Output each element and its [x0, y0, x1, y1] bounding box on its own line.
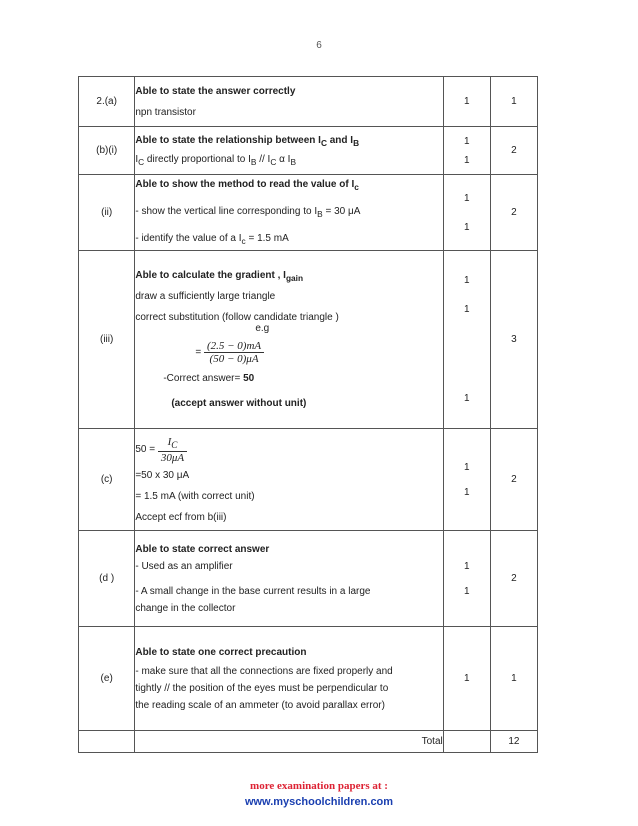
mark-cell — [443, 531, 490, 627]
question-number: (b)(i) — [79, 127, 135, 175]
table-row — [79, 251, 538, 429]
mark: 1 — [464, 135, 470, 147]
answer-line: - A small change in the base current results in a large — [135, 585, 371, 597]
answer-line: e.g — [255, 323, 270, 334]
subscript: B — [290, 156, 297, 167]
fraction-denominator: (50 − 0)μA — [209, 353, 259, 365]
equation — [135, 436, 442, 463]
total-mark-cell: 2 — [490, 175, 537, 251]
question-number: 2.(a) — [79, 77, 135, 127]
mark-cell — [443, 429, 490, 531]
answer-line: (accept answer without unit) — [171, 398, 307, 409]
answer-cell — [135, 77, 443, 127]
criterion-heading: Able to state correct answer — [135, 543, 270, 555]
heading-text: Able to calculate the gradient , I — [135, 270, 286, 281]
equation — [195, 340, 442, 365]
subscript: c — [241, 236, 246, 246]
total-mark-cell: 1 — [490, 627, 537, 731]
total-row — [79, 731, 538, 753]
empty-cell — [79, 731, 135, 753]
subscript: B — [353, 137, 360, 148]
mark: 1 — [464, 393, 470, 404]
subscript: B — [317, 209, 323, 219]
answer-text: directly proportional to I — [144, 153, 251, 165]
mark: 1 — [464, 585, 470, 597]
criterion-heading — [135, 135, 442, 148]
equation-text: 50 = — [135, 444, 156, 456]
empty-cell — [443, 731, 490, 753]
table-row — [79, 127, 538, 175]
total-mark-cell: 2 — [490, 429, 537, 531]
answer-line — [135, 154, 442, 167]
page-number: 6 — [316, 40, 322, 51]
mark: 1 — [464, 221, 470, 233]
answer-line: change in the collector — [135, 602, 236, 614]
subscript: B — [250, 156, 257, 167]
answer-line: = 1.5 mA (with correct unit) — [135, 490, 255, 502]
answer-line: draw a sufficiently large triangle — [135, 291, 276, 302]
question-number: (ii) — [79, 175, 135, 251]
subscript: c — [354, 182, 359, 192]
answer-cell — [135, 429, 443, 531]
table-row — [79, 531, 538, 627]
mark: 1 — [464, 486, 470, 498]
answer-cell — [135, 531, 443, 627]
answer-line: - make sure that all the connections are fixed properly and — [135, 665, 393, 677]
answer-line — [135, 233, 442, 246]
answer-text: = 1.5 mA — [245, 233, 289, 244]
subscript: C — [138, 156, 145, 167]
total-mark-cell: 1 — [490, 77, 537, 127]
subscript: gain — [285, 273, 304, 283]
mark-cell: 1 — [443, 627, 490, 731]
total-label: Total — [135, 731, 443, 753]
criterion-heading: Able to state the answer correctly — [135, 85, 296, 97]
fraction — [158, 436, 187, 463]
answer-text: = 30 μA — [322, 206, 361, 217]
total-mark-cell: 2 — [490, 127, 537, 175]
fraction-numerator: (2.5 − 0)mA — [204, 340, 264, 353]
criterion-heading — [135, 270, 442, 283]
heading-text: and I — [326, 134, 354, 146]
answer-text: // I — [256, 153, 271, 165]
mark: 1 — [464, 560, 470, 572]
table-row — [79, 627, 538, 731]
mark: 1 — [464, 192, 470, 204]
answer-text: α I — [276, 153, 291, 165]
answer-line: tightly // the position of the eyes must be perpendicular to — [135, 682, 389, 694]
question-number: (c) — [79, 429, 135, 531]
total-mark-cell: 2 — [490, 531, 537, 627]
fraction — [204, 340, 264, 365]
table-row — [79, 77, 538, 127]
heading-text: Able to show the method to read the value of I — [135, 179, 355, 190]
heading-text: Able to state the relationship between I — [135, 134, 321, 146]
mark-cell — [443, 251, 490, 429]
subscript: C — [320, 137, 327, 148]
footer-website-link[interactable]: www.myschoolchildren.com — [244, 796, 394, 808]
table-row — [79, 175, 538, 251]
answer-cell — [135, 175, 443, 251]
mark-cell — [443, 127, 490, 175]
answer-text: I — [135, 153, 139, 165]
numerator-text: I — [167, 436, 172, 449]
mark-cell: 1 — [443, 77, 490, 127]
criterion-heading — [135, 179, 442, 192]
answer-line — [163, 373, 442, 384]
answer-line: Accept ecf from b(iii) — [135, 511, 227, 523]
answer-cell — [135, 251, 443, 429]
answer-text: - identify the value of a I — [135, 233, 242, 244]
mark-cell — [443, 175, 490, 251]
mark: 1 — [464, 304, 470, 315]
answer-value: 50 — [243, 373, 255, 384]
mark: 1 — [464, 275, 470, 286]
answer-line: npn transistor — [135, 106, 196, 118]
total-mark-cell: 3 — [490, 251, 537, 429]
subscript: C — [270, 156, 277, 167]
criterion-heading: Able to state one correct precaution — [135, 646, 307, 658]
answer-line: =50 x 30 μA — [135, 469, 190, 481]
answer-line: the reading scale of an ammeter (to avoid parallax error) — [135, 699, 385, 711]
question-number: (e) — [79, 627, 135, 731]
answer-line: - Used as an amplifier — [135, 560, 233, 572]
equals-sign: = — [195, 347, 202, 359]
answer-line — [135, 206, 442, 219]
answer-cell — [135, 627, 443, 731]
marking-scheme-table — [78, 76, 538, 753]
answer-text: - show the vertical line corresponding to I — [135, 206, 318, 217]
question-number: (iii) — [79, 251, 135, 429]
mark: 1 — [464, 154, 470, 166]
answer-text: -Correct answer= — [163, 373, 244, 384]
fraction-numerator — [158, 436, 187, 451]
subscript: C — [171, 440, 178, 451]
footer-promo-text: more examination papers at : — [250, 780, 388, 792]
question-number: (d ) — [79, 531, 135, 627]
mark: 1 — [464, 461, 470, 473]
grand-total: 12 — [490, 731, 537, 753]
answer-cell — [135, 127, 443, 175]
table-row — [79, 429, 538, 531]
fraction-denominator: 30μA — [160, 451, 185, 464]
answer-line: correct substitution (follow candidate triangle ) — [135, 312, 339, 323]
